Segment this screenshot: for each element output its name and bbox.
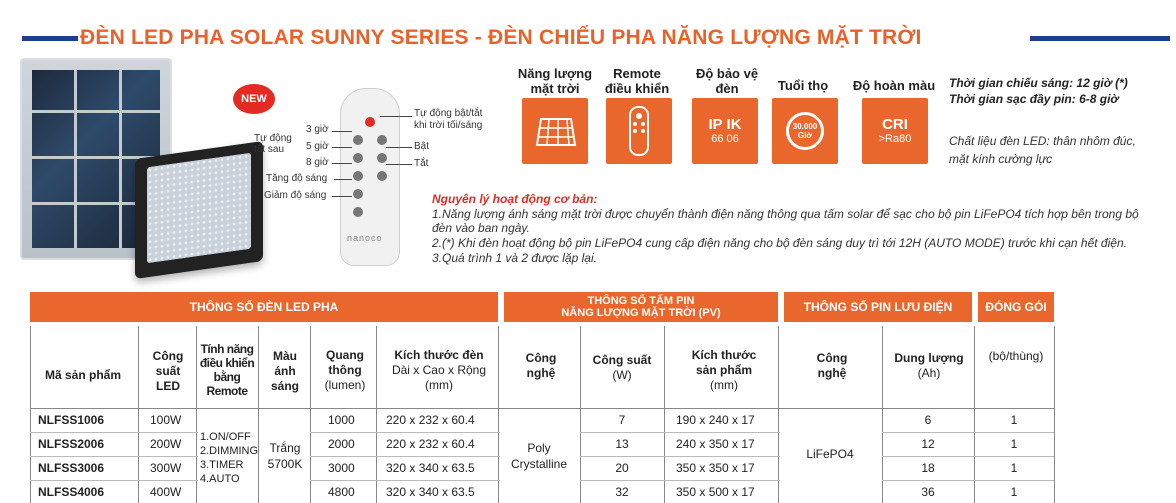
group-header-led: THÔNG SỐ ĐÈN LED PHA [30,292,498,322]
principle-title: Nguyên lý hoạt động cơ bản: [432,192,598,206]
row-pack: 1 [1010,461,1018,475]
remote-label-8h: 8 giờ [306,157,329,168]
cri-ra: >Ra80 [878,133,912,145]
col-pv-size: Kích thước sản phẩm (mm) [691,347,757,392]
remote-label-auto-timer: Tự động tắt sau [254,133,292,155]
row-lumen: 3000 [328,461,355,475]
row-power: 100W [150,413,182,427]
col-code: Mã sản phẩm [44,367,122,382]
ip-rating-value: IP IK [708,116,742,133]
auto-button-icon [365,117,375,127]
row-power: 200W [150,437,182,451]
lifetime-hours: 30.000 [792,122,818,131]
principle-line: 3.Quá trình 1 và 2 được lặp lại. [432,251,597,265]
group-header-pv: THÔNG SỐ TẤM PIN NĂNG LƯỢNG MẶT TRỜI (PV) [504,292,778,322]
remote-label-5h: 5 giờ [306,141,329,152]
remote-label-on: Bật [414,141,430,152]
charge-time-note: Thời gian sạc đầy pin: 6-8 giờ [949,92,1119,106]
remote-label-3h: 3 giờ [306,124,329,135]
row-pv-power: 7 [618,413,626,427]
feature-ip-label: Độ bảo vệ đèn [695,66,759,96]
shared-pv-tech: Poly Crystalline [510,441,567,471]
group-header-pack: ĐÓNG GÓI [978,292,1054,322]
lighting-time-note: Thời gian chiếu sáng: 12 giờ (*) [949,76,1128,90]
feature-remote-label: Remote điều khiển [604,66,670,96]
title-bar-left [22,36,78,41]
col-size: Kích thước đèn Dài x Cao x Rộng (mm) [391,347,487,392]
remote-label-brighter: Tăng độ sáng [266,173,328,184]
col-pack: (bộ/thùng) [988,348,1044,363]
row-bat-cap: 12 [921,437,935,451]
material-note: Chất liệu đèn LED: thân nhôm đúc, mặt kính cường lực [949,134,1136,166]
row-power: 300W [150,461,182,475]
row-pv-size: 240 x 350 x 17 [676,437,755,451]
col-lumen: Quang thông (lumen) [324,347,366,392]
row-lumen: 4800 [328,485,355,499]
row-pv-size: 350 x 350 x 17 [676,461,755,475]
ip-rating-code: 66 06 [711,133,739,145]
row-pack: 1 [1010,437,1018,451]
row-bat-cap: 6 [924,413,932,427]
row-pv-power: 20 [615,461,629,475]
col-remote-fn: Tính năng điều khiển bằng Remote [199,342,255,398]
row-code: NLFSS2006 [38,437,105,451]
row-pv-size: 190 x 240 x 17 [676,413,755,427]
shared-bat-tech: LiFePO4 [806,447,854,461]
row-code: NLFSS3006 [38,461,105,475]
row-size: 320 x 340 x 63.5 [386,461,475,475]
row-size: 220 x 232 x 60.4 [386,437,475,451]
remote-label-auto-onoff: Tự động bật/tắt khi trời tối/sáng [414,108,483,131]
ip-rating-icon [692,98,758,164]
remote-icon [606,98,672,164]
row-lumen: 2000 [328,437,355,451]
new-badge: NEW [233,84,275,114]
row-size: 220 x 232 x 60.4 [386,413,475,427]
col-power: Công suất LED [152,348,184,393]
shared-remote-fn: 1.ON/OFF 2.DIMMING 3.TIMER 4.AUTO [200,431,259,485]
row-pv-power: 32 [615,485,629,499]
remote-brand: nanoco [347,233,383,243]
row-pack: 1 [1010,485,1018,499]
shared-color: Trắng 5700K [267,441,303,471]
col-bat-cap: Dung lượng (Ah) [894,351,964,380]
row-pv-power: 13 [615,437,629,451]
lifetime-unit: Giờ [797,131,813,140]
flood-light-image [135,141,263,279]
row-lumen: 1000 [328,413,355,427]
col-color: Màu ánh sáng [270,348,299,393]
row-size: 320 x 340 x 63.5 [386,485,475,499]
group-header-battery: THÔNG SỐ PIN LƯU ĐIỆN [784,292,972,322]
cri-icon [862,98,928,164]
remote-label-dimmer: Giảm độ sáng [264,190,327,201]
principle-line: đèn vào ban ngày. [432,221,530,235]
solar-panel-icon [522,98,588,164]
row-pv-size: 350 x 500 x 17 [676,485,755,499]
col-bat-tech: Công nghệ [816,351,848,380]
principle-line: 2.(*) Khi đèn hoạt động bộ pin LiFePO4 cung cấp điện năng cho bộ đèn sáng duy trì tới 12H (AUTO MODE) trước khi cạn hết điện. [432,236,1127,250]
feature-cri-label: Độ hoàn màu [852,78,936,93]
col-pv-power: Công suất (W) [592,353,652,382]
lifetime-icon [772,98,838,164]
cri-value: CRI [882,116,908,133]
row-pack: 1 [1010,413,1018,427]
row-code: NLFSS1006 [38,413,105,427]
feature-solar-label: Năng lượng mặt trời [517,66,593,96]
principle-line: 1.Năng lượng ánh sáng mặt trời được chuyển thành điện năng thông qua tấm solar để sạc cho bộ pin LiFePO4 tích hợp bên trong bộ [432,207,1139,221]
title-bar-right [1030,36,1170,41]
row-bat-cap: 18 [921,461,935,475]
row-code: NLFSS4006 [38,485,105,499]
feature-life-label: Tuổi thọ [777,78,829,93]
page-title: ĐÈN LED PHA SOLAR SUNNY SERIES - ĐÈN CHIẾU PHA NĂNG LƯỢNG MẶT TRỜI [80,26,922,49]
remote-label-off: Tắt [414,158,429,169]
row-power: 400W [150,485,182,499]
row-bat-cap: 36 [921,485,935,499]
remote-image [340,88,400,266]
col-pv-tech: Công nghệ [525,351,557,380]
